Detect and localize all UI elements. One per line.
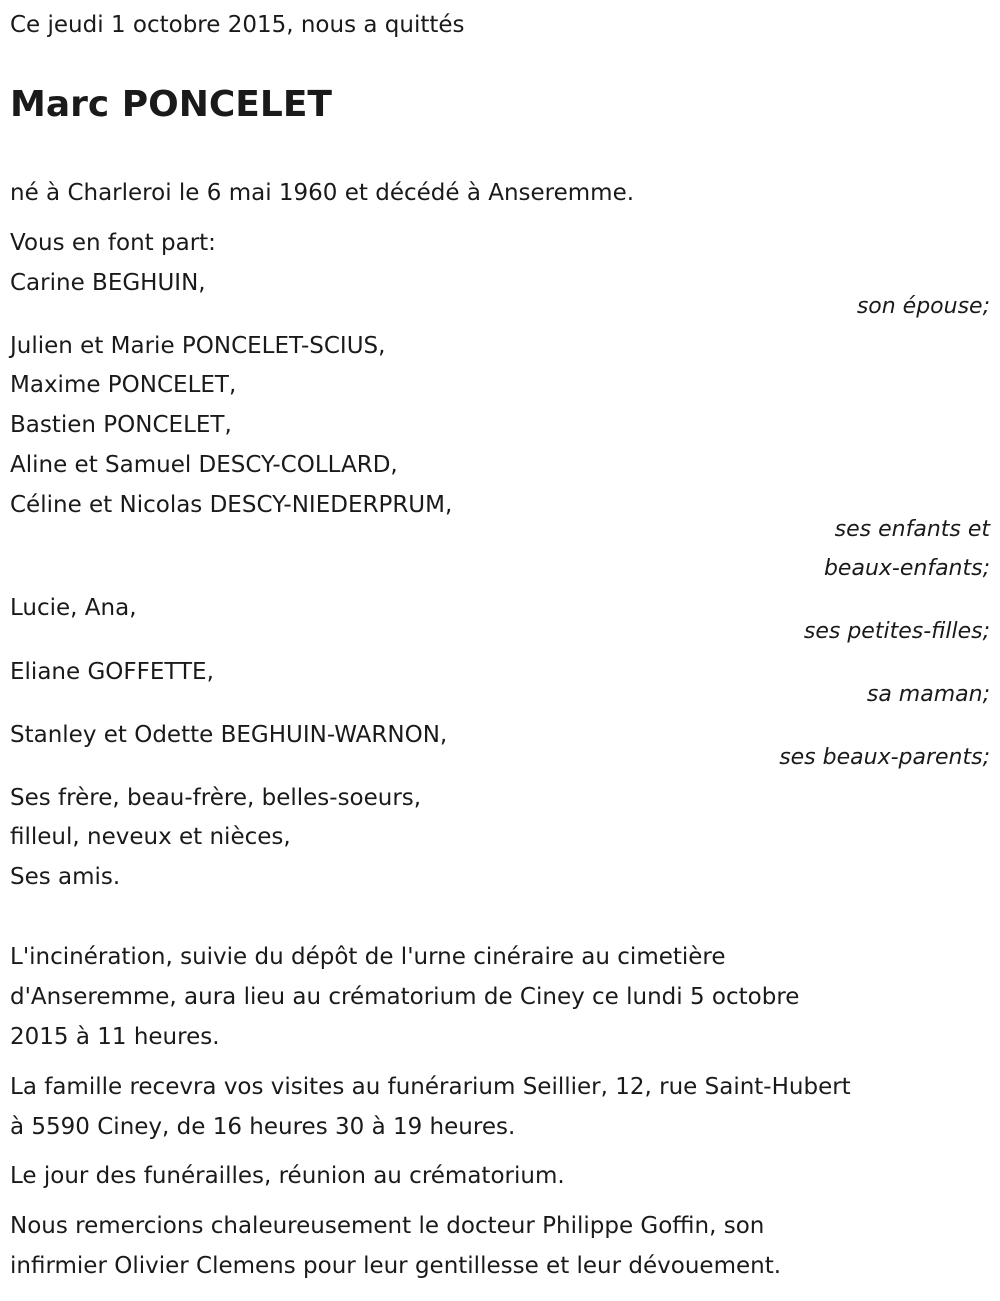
family-name: Carine BEGHUIN, — [10, 270, 206, 296]
thanks-text: infirmier Olivier Clemens pour leur gentillesse et leur dévouement. — [10, 1253, 782, 1279]
ceremony-text: 2015 à 11 heures. — [10, 1024, 220, 1050]
family-name: Eliane GOFFETTE, — [10, 659, 214, 685]
family-name: Maxime PONCELET, — [10, 372, 237, 398]
family-relation: son épouse; — [856, 294, 990, 319]
ceremony-text: d'Anseremme, aura lieu au crématorium de Ciney ce lundi 5 octobre — [10, 984, 800, 1010]
family-relation: ses beaux-parents; — [779, 745, 990, 770]
family-relation: sa maman; — [866, 682, 990, 707]
family-name: Ses frère, beau-frère, belles-soeurs, — [10, 785, 422, 811]
family-name: Céline et Nicolas DESCY-NIEDERPRUM, — [10, 492, 453, 518]
visit-text: La famille recevra vos visites au funérarium Seillier, 12, rue Saint-Hubert — [10, 1074, 851, 1100]
family-name: Aline et Samuel DESCY-COLLARD, — [10, 452, 398, 478]
deceased-name: Marc PONCELET — [10, 84, 332, 125]
family-relation: ses petites-filles; — [803, 619, 990, 644]
ceremony-text: L'incinération, suivie du dépôt de l'urne cinéraire au cimetière — [10, 944, 726, 970]
family-name: Julien et Marie PONCELET-SCIUS, — [10, 333, 386, 359]
funeral-day-text: Le jour des funérailles, réunion au crématorium. — [10, 1163, 565, 1189]
intro-text: Ce jeudi 1 octobre 2015, nous a quittés — [10, 12, 465, 38]
family-name: filleul, neveux et nièces, — [10, 824, 291, 850]
birth-death-text: né à Charleroi le 6 mai 1960 et décédé à Anseremme. — [10, 180, 635, 206]
family-name: Stanley et Odette BEGHUIN-WARNON, — [10, 722, 448, 748]
thanks-text: Nous remercions chaleureusement le docteur Philippe Goffin, son — [10, 1213, 765, 1239]
family-relation: ses enfants et — [834, 517, 990, 542]
family-name: Bastien PONCELET, — [10, 412, 232, 438]
visit-text: à 5590 Ciney, de 16 heures 30 à 19 heures. — [10, 1114, 516, 1140]
family-name: Ses amis. — [10, 864, 121, 890]
announce-text: Vous en font part: — [10, 230, 216, 256]
family-name: Lucie, Ana, — [10, 595, 137, 621]
family-relation: beaux-enfants; — [823, 556, 990, 581]
